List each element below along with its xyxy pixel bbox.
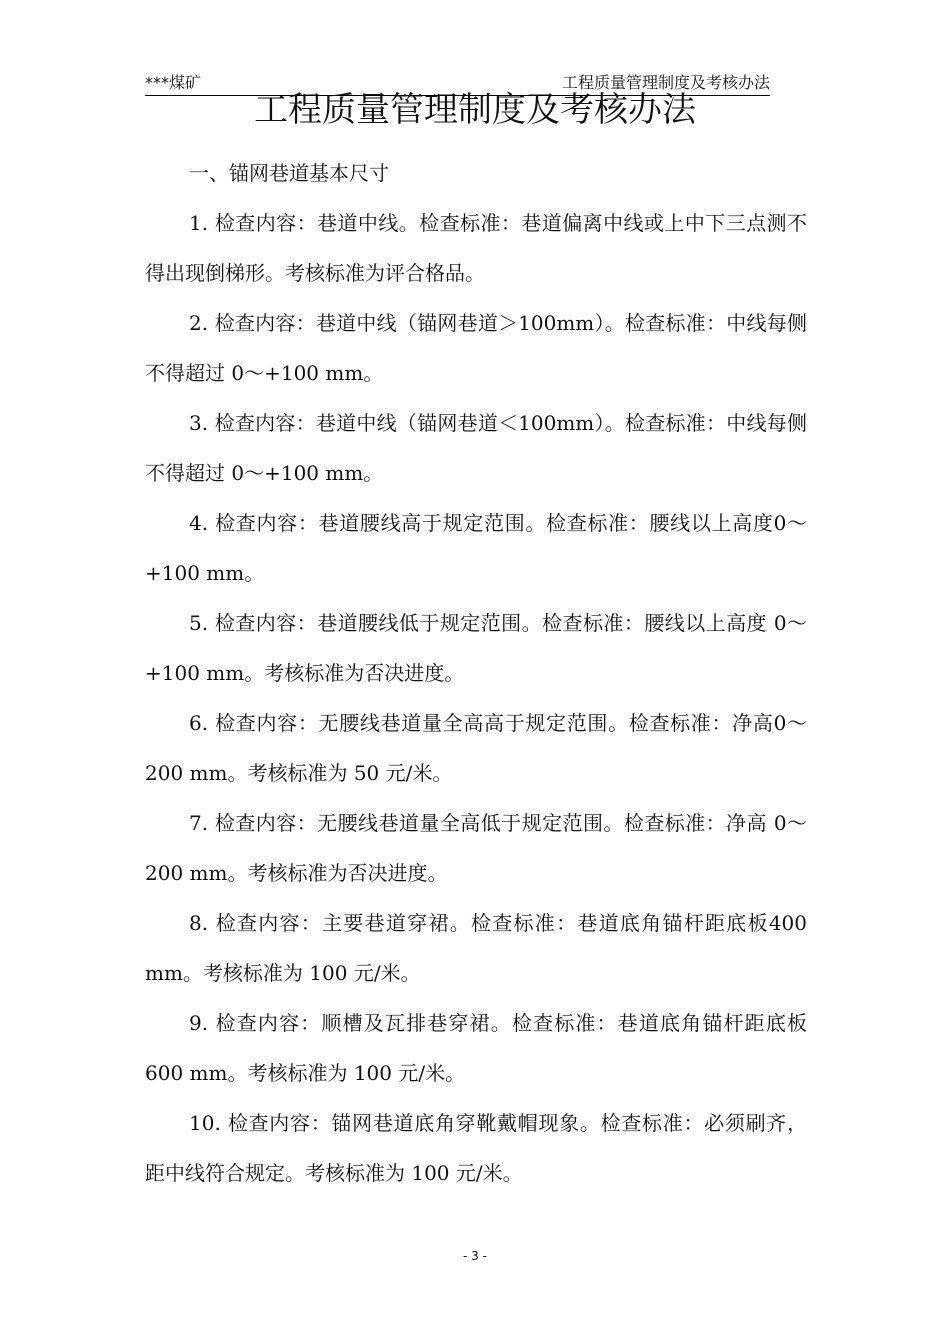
item-paragraph: 2. 检查内容：巷道中线（锚网巷道＞100mm）。检查标准：中线每侧不得超过 0～+100 mm。 (145, 311, 807, 385)
page-number: - 3 - (463, 1249, 487, 1263)
item-paragraph: 4. 检查内容：巷道腰线高于规定范围。检查标准：腰线以上高度0～+100 mm。 (145, 511, 807, 585)
item-paragraph: 7. 检查内容：无腰线巷道量全高低于规定范围。检查标准：净高 0～200 mm。考核标准为否决进度。 (145, 811, 807, 885)
item-paragraph: 1. 检查内容：巷道中线。检查标准：巷道偏离中线或上中下三点测不得出现倒梯形。考核标准为评合格品。 (145, 211, 807, 285)
item-paragraph: 8. 检查内容：主要巷道穿裙。检查标准：巷道底角锚杆距底板400 mm。考核标准为 100 元/米。 (145, 911, 807, 985)
item-paragraph: 5. 检查内容：巷道腰线低于规定范围。检查标准：腰线以上高度 0～+100 mm。考核标准为否决进度。 (145, 611, 807, 685)
header-doc-title: 工程质量管理制度及考核办法 (561, 73, 770, 92)
item-paragraph: 9. 检查内容：顺槽及瓦排巷穿裙。检查标准：巷道底角锚杆距底板 600 mm。考核标准为 100 元/米。 (145, 1011, 807, 1085)
item-paragraph: 10. 检查内容：锚网巷道底角穿靴戴帽现象。检查标准：必须刷齐，距中线符合规定。考核标准为 100 元/米。 (145, 1111, 807, 1185)
item-paragraph: 3. 检查内容：巷道中线（锚网巷道＜100mm）。检查标准：中线每侧不得超过 0～+100 mm。 (145, 411, 807, 485)
section-heading: 一、锚网巷道基本尺寸 (189, 161, 389, 185)
document-body (145, 148, 807, 1198)
header-company: ***煤矿 (145, 73, 202, 92)
item-paragraph: 6. 检查内容：无腰线巷道量全高高于规定范围。检查标准：净高0～200 mm。考核标准为 50 元/米。 (145, 711, 807, 785)
document-title: 工程质量管理制度及考核办法 (254, 90, 696, 130)
